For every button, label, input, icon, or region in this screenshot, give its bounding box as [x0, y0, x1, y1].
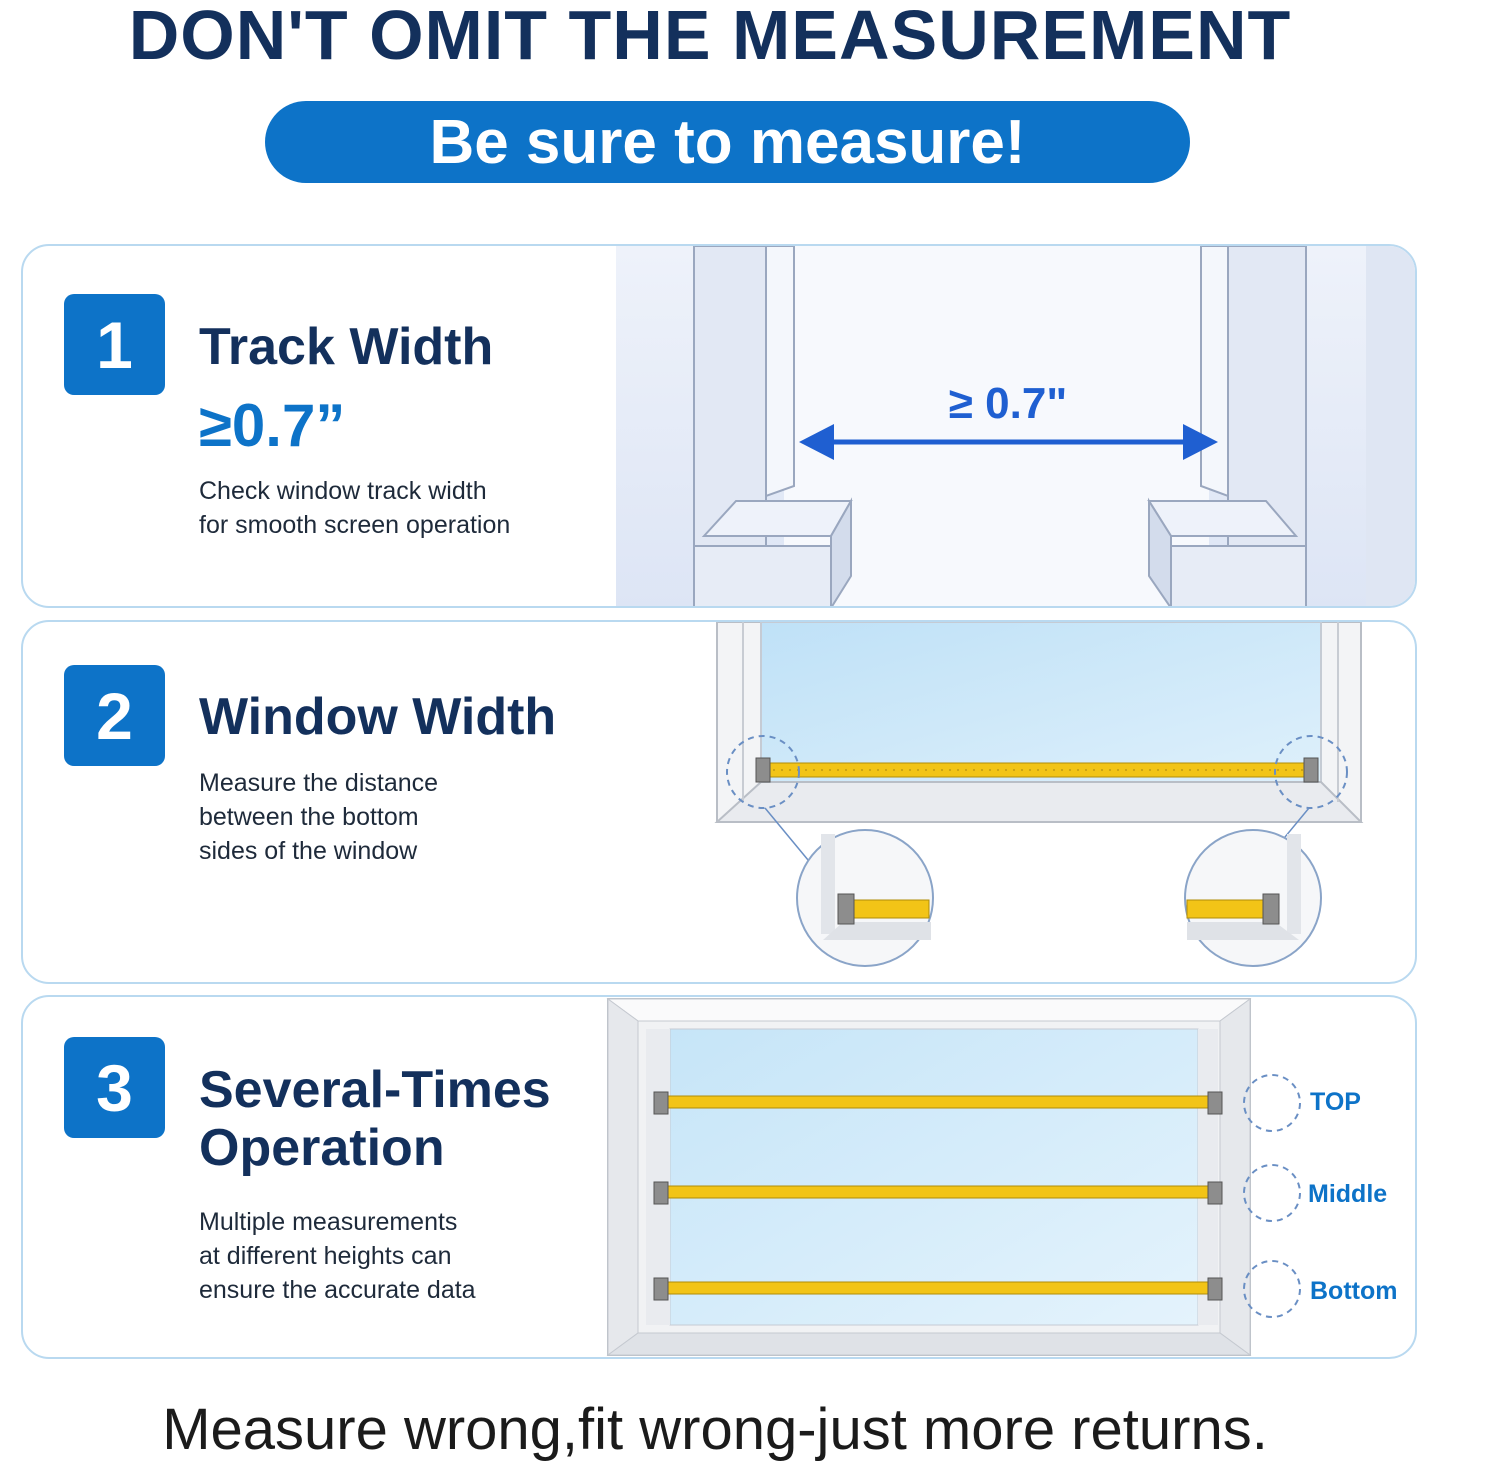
step-3-number: 3 [64, 1037, 165, 1138]
track-width-illustration [616, 246, 1417, 608]
step-1-description-line: Check window track width [199, 477, 487, 505]
several-times-illustration [606, 997, 1416, 1359]
step-2-description-line: between the bottom [199, 803, 419, 831]
step-2-description-line: Measure the distance [199, 769, 439, 797]
step-3-description-line: at different heights can [199, 1242, 452, 1270]
level-label-top: TOP [1310, 1088, 1361, 1116]
step-3-description-line: ensure the accurate data [199, 1276, 476, 1304]
track-width-label: ≥ 0.7" [948, 379, 1068, 428]
step-3-title-line: Several-Times [199, 1061, 551, 1119]
step-1-description [199, 474, 510, 542]
step-1-number: 1 [64, 294, 165, 395]
headline: DON'T OMIT THE MEASUREMENT [128, 0, 1292, 74]
step-2-description-line: sides of the window [199, 837, 418, 865]
step-1-value: ≥0.7” [199, 392, 346, 459]
step-2-number: 2 [64, 665, 165, 766]
step-2-description [199, 766, 438, 868]
level-label-bottom: Bottom [1310, 1277, 1398, 1305]
step-3-title [199, 1061, 551, 1177]
step-1-title: Track Width [199, 318, 494, 376]
banner [265, 101, 1190, 183]
banner-text: Be sure to measure! [429, 107, 1026, 177]
step-2-title: Window Width [199, 688, 557, 746]
step-3-description-line: Multiple measurements [199, 1208, 458, 1236]
footer-slogan: Measure wrong,fit wrong-just more returns. [162, 1397, 1268, 1462]
step-3-title-line: Operation [199, 1119, 445, 1177]
window-width-illustration [713, 622, 1393, 984]
step-3-description [199, 1205, 476, 1307]
step-1-description-line: for smooth screen operation [199, 511, 511, 539]
step-2-panel [21, 620, 1417, 984]
step-3-panel [21, 995, 1417, 1359]
step-1-panel [21, 244, 1417, 608]
level-label-middle: Middle [1308, 1180, 1388, 1208]
